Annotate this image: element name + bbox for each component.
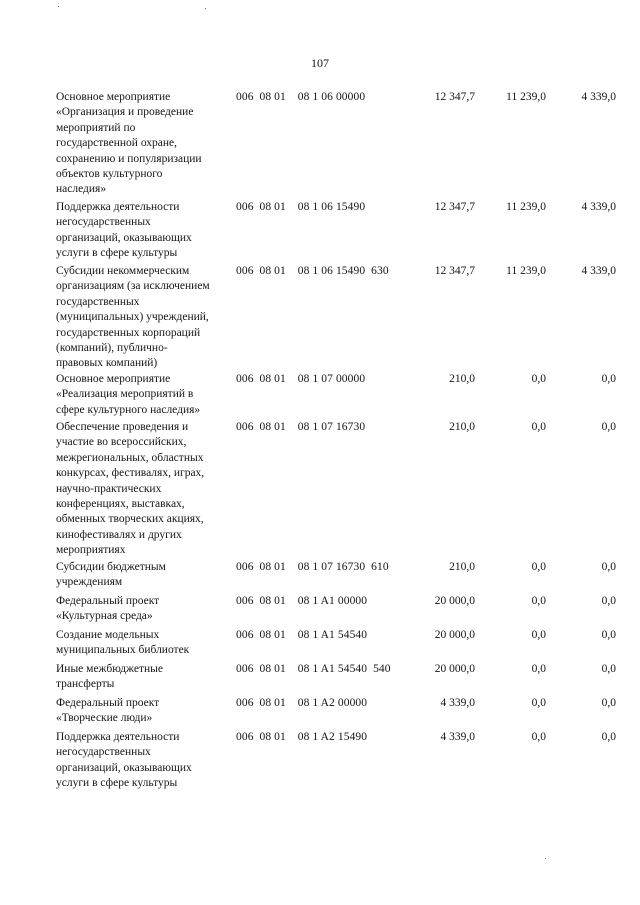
row-value-1: 210,0 — [449, 561, 475, 573]
row-codes: 006 08 01 08 1 A1 54540 540 — [236, 663, 391, 675]
scan-speck — [545, 858, 546, 859]
row-value-2: 0,0 — [531, 561, 546, 573]
row-value-3: 0,0 — [601, 421, 616, 433]
row-codes: 006 08 01 08 1 A2 15490 — [236, 731, 368, 743]
row-name: Поддержка деятельности негосударственных организаций, оказывающих услуги в сфере культуры — [56, 731, 192, 790]
row-value-2: 0,0 — [531, 595, 546, 607]
row-codes: 006 08 01 08 1 A1 00000 — [236, 595, 368, 607]
row-name: Федеральный проект «Творческие люди» — [56, 697, 160, 725]
row-value-2: 0,0 — [531, 421, 546, 433]
row-value-2: 0,0 — [531, 629, 546, 641]
row-name: Иные межбюджетные трансферты — [56, 663, 163, 691]
row-name: Основное мероприятие «Реализация мероприятий в сфере культурного наследия» — [56, 373, 201, 416]
scan-speck — [205, 8, 206, 9]
row-codes: 006 08 01 08 1 06 00000 — [236, 91, 366, 103]
row-codes: 006 08 01 08 1 06 15490 630 — [236, 265, 389, 277]
row-value-2: 0,0 — [531, 373, 546, 385]
row-value-1: 12 347,7 — [434, 265, 475, 277]
row-value-3: 4 339,0 — [581, 201, 616, 213]
row-value-1: 4 339,0 — [440, 697, 475, 709]
row-value-1: 210,0 — [449, 421, 475, 433]
row-value-1: 20 000,0 — [434, 663, 475, 675]
row-value-2: 11 239,0 — [506, 91, 546, 103]
row-name: Основное мероприятие «Организация и проведение мероприятий по государственной охране, сохранению и популяризации объектов культурного наследия» — [56, 91, 202, 196]
row-name: Создание модельных муниципальных библиотек — [56, 629, 190, 657]
row-name: Субсидии некоммерческим организациям (за исключением государственных (муниципальных) учреждений, государственных корпораций (компаний), публично- правовых компаний) — [56, 265, 210, 370]
row-name: Поддержка деятельности негосударственных организаций, оказывающих услуги в сфере культуры — [56, 201, 192, 260]
row-value-1: 4 339,0 — [440, 731, 475, 743]
row-name: Обеспечение проведения и участие во всероссийских, межрегиональных, областных конкурсах, фестивалях, играх, научно-практических конференциях, выставках, обменных творческих акциях, кинофестивалях и других мероприятиях — [56, 421, 205, 557]
row-value-1: 12 347,7 — [434, 201, 475, 213]
row-value-3: 4 339,0 — [581, 91, 616, 103]
row-value-3: 0,0 — [601, 731, 616, 743]
row-value-3: 0,0 — [601, 663, 616, 675]
row-value-2: 0,0 — [531, 731, 546, 743]
row-codes: 006 08 01 08 1 07 00000 — [236, 373, 366, 385]
row-value-1: 12 347,7 — [434, 91, 475, 103]
row-value-3: 0,0 — [601, 561, 616, 573]
row-value-2: 11 239,0 — [506, 265, 546, 277]
row-value-3: 0,0 — [601, 595, 616, 607]
row-codes: 006 08 01 08 1 07 16730 610 — [236, 561, 389, 573]
row-codes: 006 08 01 08 1 A1 54540 — [236, 629, 368, 641]
row-value-1: 210,0 — [449, 373, 475, 385]
row-value-1: 20 000,0 — [434, 595, 475, 607]
row-name: Федеральный проект «Культурная среда» — [56, 595, 160, 623]
row-value-1: 20 000,0 — [434, 629, 475, 641]
row-value-3: 0,0 — [601, 697, 616, 709]
scan-speck — [58, 6, 59, 7]
page-number: 107 — [311, 56, 329, 70]
row-value-2: 0,0 — [531, 697, 546, 709]
row-value-3: 0,0 — [601, 373, 616, 385]
row-codes: 006 08 01 08 1 A2 00000 — [236, 697, 368, 709]
row-name: Субсидии бюджетным учреждениям — [56, 561, 166, 589]
row-value-3: 4 339,0 — [581, 265, 616, 277]
row-value-2: 0,0 — [531, 663, 546, 675]
row-codes: 006 08 01 08 1 06 15490 — [236, 201, 366, 213]
row-value-2: 11 239,0 — [506, 201, 546, 213]
row-codes: 006 08 01 08 1 07 16730 — [236, 421, 366, 433]
row-value-3: 0,0 — [601, 629, 616, 641]
